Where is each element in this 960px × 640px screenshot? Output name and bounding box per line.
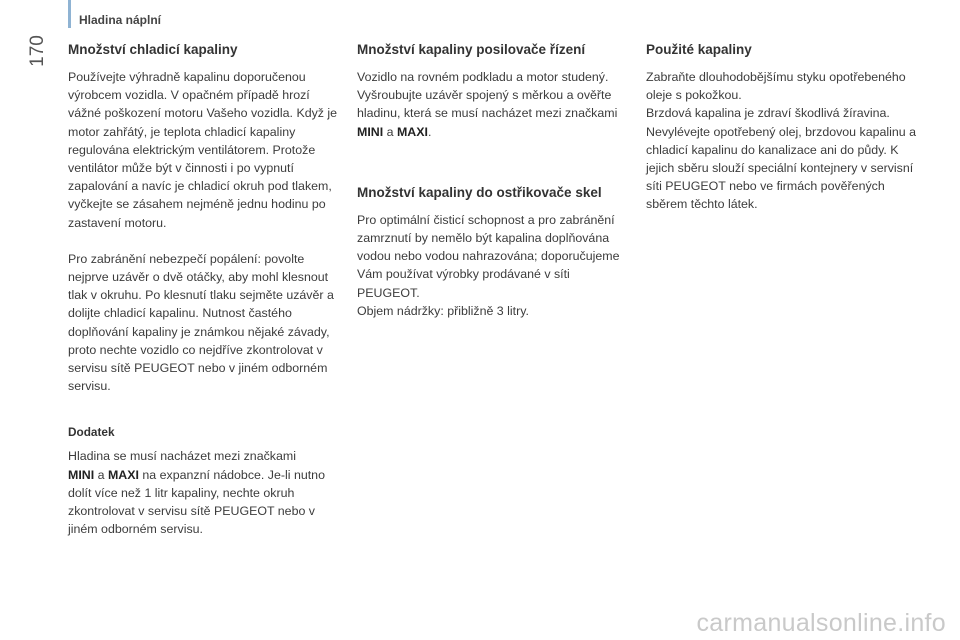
column-used-fluids bbox=[646, 42, 918, 214]
page-number: 170 bbox=[27, 35, 48, 67]
washer-fluid-title: Množství kapaliny do ostřikovače skel bbox=[357, 184, 602, 200]
coolant-note-title: Dodatek bbox=[68, 425, 115, 440]
column-coolant bbox=[68, 42, 340, 538]
used-fluids-title: Použité kapaliny bbox=[646, 42, 752, 57]
watermark: carmanualsonline.info bbox=[696, 609, 946, 637]
coolant-paragraph-2: Pro zabránění nebezpečí popálení: povolte nejprve uzávěr o dvě otáčky, aby mohl klesnout tlak v okruhu. Po klesnutí tlaku sejměte uzávěr a dolijte chladicí kapalinu. Nutnost častého doplňování kapaliny je známkou nějaké závady, proto nechte vozidlo co nejdříve zkontrolovat v servisu sítě PEUGEOT nebo v jiném odborném servisu. bbox=[68, 251, 334, 394]
coolant-note-text: Hladina se musí nacházet mezi značkami MINI a MAXI na expanzní nádobce. Je-li nutno dolít více než 1 litr kapaliny, nechte okruh zkontrolovat v servisu sítě PEUGEOT nebo v jiném odborném servisu. bbox=[68, 449, 325, 537]
section-header: Hladina náplní bbox=[79, 13, 162, 27]
section-accent-bar bbox=[68, 0, 71, 28]
coolant-paragraph-1: Používejte výhradně kapalinu doporučenou výrobcem vozidla. V opačném případě hrozí vážné poškození motoru Vašeho vozidla. Když je motor zahřátý, je teplota chladicí kapaliny regulována elektrickým ventilátorem. Protože ventilátor může být v činnosti i po vypnutí zapalování a navíc je chladicí okruh pod tlakem, vyčkejte se zásahem nejméně jednu hodinu po zastavení motoru. bbox=[68, 70, 338, 230]
used-fluids-paragraph-3: Nevylévejte opotřebený olej, brzdovou kapalinu a chladicí kapalinu do kanalizace ani do půdy. K jejich sběru slouží speciální kontejnery v servisní síti PEUGEOT nebo ve firmách pověřených sběrem těchto látek. bbox=[646, 124, 917, 212]
column-steering-washer bbox=[357, 42, 629, 320]
used-fluids-paragraph-2: Brzdová kapalina je zdraví škodlivá žíravina. bbox=[646, 106, 890, 121]
washer-fluid-text: Pro optimální čisticí schopnost a pro zabránění zamrznutí by nemělo být kapalina doplňována vodou nebo vodou nahrazována; doporučujeme Vám používat výrobky prodávané v síti PEUGEOT. bbox=[357, 212, 620, 300]
steering-fluid-text: Vozidlo na rovném podkladu a motor studený. Vyšroubujte uzávěr spojený s měrkou a ověřte hladinu, která se musí nacházet mezi značkami MINI a MAXI. bbox=[357, 70, 618, 139]
coolant-title: Množství chladicí kapaliny bbox=[68, 42, 238, 57]
used-fluids-paragraph-1: Zabraňte dlouhodobějšímu styku opotřebeného oleje s pokožkou. bbox=[646, 70, 906, 103]
steering-fluid-title: Množství kapaliny posilovače řízení bbox=[357, 42, 586, 57]
washer-capacity-text: Objem nádržky: přibližně 3 litry. bbox=[357, 303, 529, 318]
coolant-note bbox=[68, 425, 340, 538]
